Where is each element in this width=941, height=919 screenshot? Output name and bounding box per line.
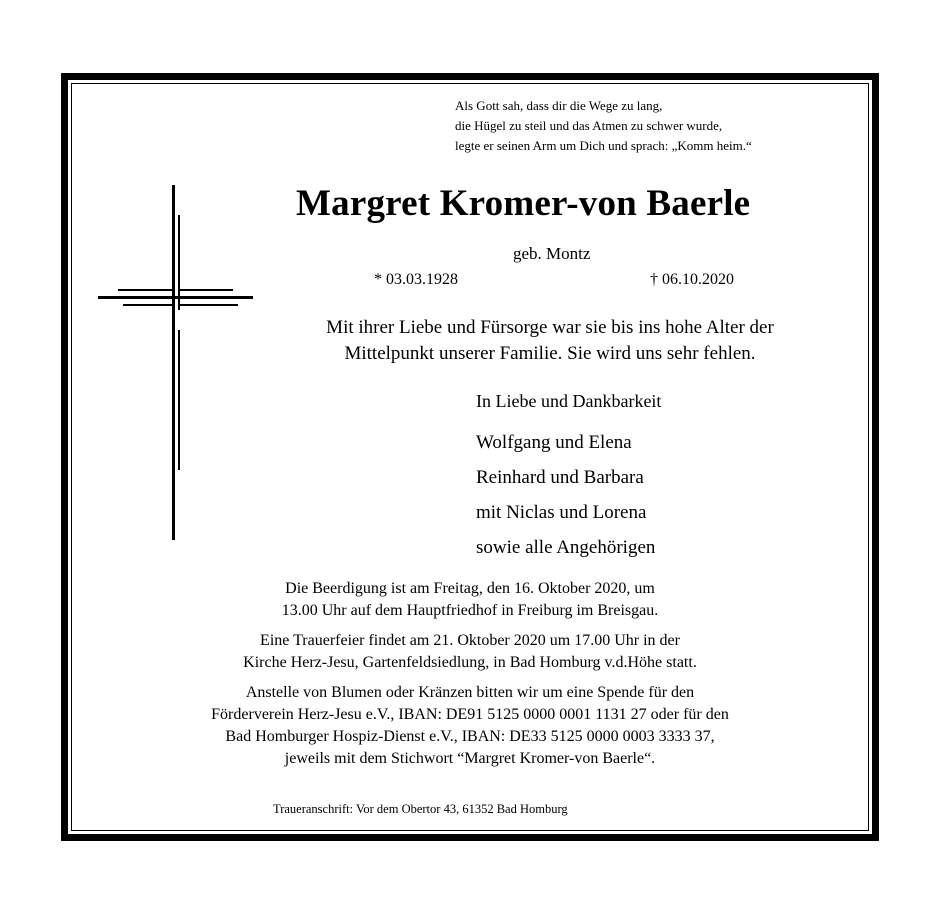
signatory-line: Reinhard und Barbara — [476, 467, 644, 488]
birth-date: * 03.03.1928 — [374, 271, 458, 288]
tribute-line: Mit ihrer Liebe und Fürsorge war sie bis ins hohe Alter der — [326, 317, 774, 338]
donation-line: Bad Homburger Hospiz-Dienst e.V., IBAN: DE33 5125 0000 0003 3333 37, — [225, 728, 715, 745]
funeral-line: Die Beerdigung ist am Freitag, den 16. Oktober 2020, um — [285, 580, 655, 597]
funeral-line: Kirche Herz-Jesu, Gartenfeldsiedlung, in Bad Homburg v.d.Höhe statt. — [243, 654, 697, 671]
signatory-line: mit Niclas und Lorena — [476, 502, 647, 523]
donation-line: Förderverein Herz-Jesu e.V., IBAN: DE91 5125 0000 0001 1131 27 oder für den — [211, 706, 729, 723]
death-date: † 06.10.2020 — [650, 271, 734, 288]
funeral-details — [100, 578, 840, 770]
cross-icon — [98, 185, 253, 540]
motto-line: die Hügel zu steil und das Atmen zu schwer wurde, — [455, 118, 723, 133]
tribute-line: Mittelpunkt unserer Familie. Sie wird uns sehr fehlen. — [344, 343, 756, 364]
funeral-line: Eine Trauerfeier findet am 21. Oktober 2020 um 17.00 Uhr in der — [260, 632, 680, 649]
donation-line: Anstelle von Blumen oder Kränzen bitten wir um eine Spende für den — [245, 684, 695, 701]
condolence-address: Traueranschrift: Vor dem Obertor 43, 61352 Bad Homburg — [273, 802, 568, 816]
motto-line: legte er seinen Arm um Dich und sprach: „Komm heim.“ — [455, 138, 752, 153]
closing-phrase: In Liebe und Dankbarkeit — [476, 391, 662, 411]
signatory-line: sowie alle Angehörigen — [476, 537, 656, 558]
funeral-line: 13.00 Uhr auf dem Hauptfriedhof in Freiburg im Breisgau. — [281, 602, 659, 619]
birth-name: geb. Montz — [513, 244, 591, 263]
signatories — [476, 425, 655, 565]
donation-line: jeweils mit dem Stichwort “Margret Kromer-von Baerle“. — [284, 750, 656, 767]
motto-verse — [455, 96, 752, 156]
tribute-text — [280, 315, 820, 367]
motto-line: Als Gott sah, dass dir die Wege zu lang, — [455, 98, 663, 113]
deceased-name: Margret Kromer-von Baerle — [296, 183, 751, 224]
signatory-line: Wolfgang und Elena — [476, 432, 632, 453]
